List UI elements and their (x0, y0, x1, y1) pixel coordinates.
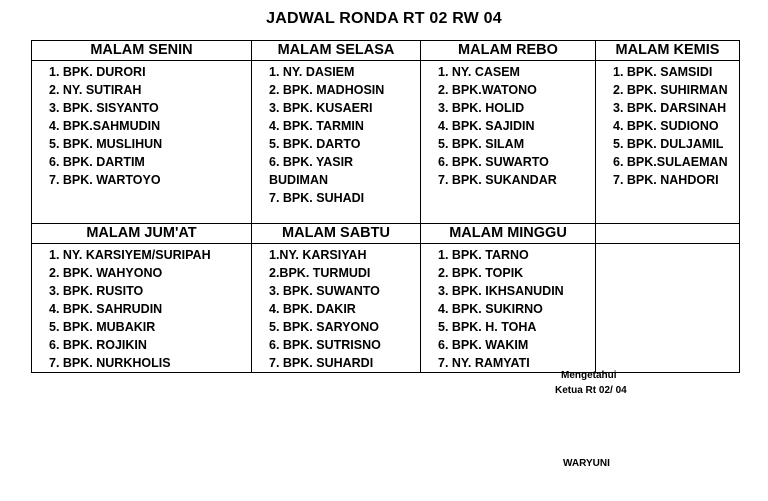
member-name: 5. BPK. H. TOHA (438, 320, 537, 334)
member-name: 7. BPK. SUKANDAR (438, 173, 557, 187)
member-name: 5. BPK. MUBAKIR (49, 320, 156, 334)
member-name: 1. NY. CASEM (438, 65, 520, 79)
member-name: 6. BPK. WAKIM (438, 338, 529, 352)
member-name: 6. BPK. DARTIM (49, 155, 145, 169)
member-name: 4. BPK. TARMIN (269, 119, 364, 133)
member-name: 6. BPK. YASIR (269, 155, 354, 169)
member-name: 5. BPK. DULJAMIL (613, 137, 724, 151)
member-name: 3. BPK. KUSAERI (269, 101, 373, 115)
member-list (596, 63, 739, 189)
member-name: 5. BPK. SILAM (438, 137, 525, 151)
schedule-table (31, 40, 740, 373)
member-name: 3. BPK. HOLID (438, 101, 525, 115)
member-name: 6. BPK. SUWARTO (438, 155, 549, 169)
member-name: 4. BPK. SAJIDIN (438, 119, 535, 133)
member-name: 1.NY. KARSIYAH (269, 248, 367, 262)
member-name: 6. BPK. ROJIKIN (49, 338, 147, 352)
member-name: 7. BPK. NAHDORI (613, 173, 719, 187)
day-header: MALAM KEMIS (596, 41, 740, 61)
member-cell (252, 244, 421, 373)
member-list (252, 63, 420, 207)
member-name: 2. BPK. SUHIRMAN (613, 83, 728, 97)
members-row (32, 61, 740, 224)
member-name: 5. BPK. MUSLIHUN (49, 137, 163, 151)
member-name: 4. BPK.SAHMUDIN (49, 119, 161, 133)
members-row (32, 244, 740, 373)
empty-cell (596, 244, 740, 373)
member-name: 6. BPK. SUTRISNO (269, 338, 381, 352)
member-name: 7. BPK. NURKHOLIS (49, 356, 171, 370)
member-name: 2.BPK. TURMUDI (269, 266, 371, 280)
member-name: 3. BPK. DARSINAH (613, 101, 727, 115)
header-row (32, 41, 740, 61)
signature-acknowledged: Mengetahui (561, 370, 617, 381)
member-cell (252, 61, 421, 224)
empty-header (596, 224, 740, 244)
member-name: 1. BPK. DURORI (49, 65, 146, 79)
member-name: 7. NY. RAMYATI (438, 356, 530, 370)
member-name: 1. NY. DASIEM (269, 65, 355, 79)
member-name: 2. NY. SUTIRAH (49, 83, 142, 97)
member-name: 2. BPK.WATONO (438, 83, 537, 97)
member-list (421, 63, 595, 189)
member-cell (32, 61, 252, 224)
member-list (32, 63, 251, 189)
member-cell (596, 61, 740, 224)
member-name: BUDIMAN (269, 173, 329, 187)
day-header: MALAM SABTU (252, 224, 421, 244)
member-name: 4. BPK. SUKIRNO (438, 302, 543, 316)
day-header: MALAM MINGGU (421, 224, 596, 244)
member-name: 4. BPK. SUDIONO (613, 119, 719, 133)
member-name: 2. BPK. WAHYONO (49, 266, 163, 280)
member-name: 7. BPK. SUHARDI (269, 356, 374, 370)
member-name: 4. BPK. DAKIR (269, 302, 356, 316)
page-title: JADWAL RONDA RT 02 RW 04 (266, 10, 502, 27)
signature-name: WARYUNI (563, 458, 610, 469)
member-list (252, 246, 420, 372)
member-name: 3. BPK. IKHSANUDIN (438, 284, 564, 298)
day-header: MALAM REBO (421, 41, 596, 61)
member-name: 3. BPK. SUWANTO (269, 284, 380, 298)
member-name: 5. BPK. SARYONO (269, 320, 379, 334)
member-name: 7. BPK. WARTOYO (49, 173, 161, 187)
member-name: 2. BPK. TOPIK (438, 266, 524, 280)
member-name: 3. BPK. RUSITO (49, 284, 144, 298)
signature-position: Ketua Rt 02/ 04 (555, 385, 627, 396)
member-cell (421, 244, 596, 373)
member-list (421, 246, 595, 372)
member-cell (32, 244, 252, 373)
day-header: MALAM SENIN (32, 41, 252, 61)
member-list (32, 246, 251, 372)
member-name: 3. BPK. SISYANTO (49, 101, 159, 115)
member-name: 7. BPK. SUHADI (269, 191, 365, 205)
member-cell (421, 61, 596, 224)
member-name: 6. BPK.SULAEMAN (613, 155, 728, 169)
member-name: 1. BPK. SAMSIDI (613, 65, 713, 79)
member-name: 1. NY. KARSIYEM/SURIPAH (49, 248, 211, 262)
member-name: 5. BPK. DARTO (269, 137, 361, 151)
day-header: MALAM SELASA (252, 41, 421, 61)
day-header: MALAM JUM'AT (32, 224, 252, 244)
member-name: 1. BPK. TARNO (438, 248, 529, 262)
member-name: 4. BPK. SAHRUDIN (49, 302, 163, 316)
header-row (32, 224, 740, 244)
member-name: 2. BPK. MADHOSIN (269, 83, 385, 97)
